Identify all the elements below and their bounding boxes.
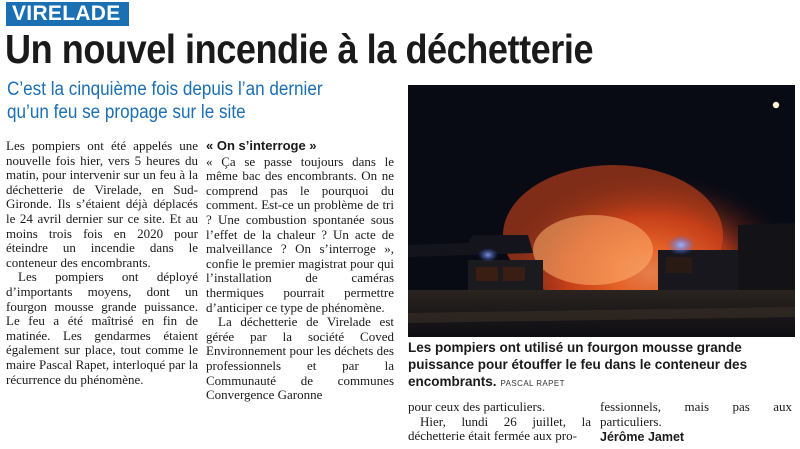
deck-line-2: qu’un feu se propage sur le site	[7, 102, 246, 123]
column-2	[206, 139, 394, 403]
deck-line-1: C’est la cinquième fois depuis l’an dernier	[7, 79, 323, 100]
column-1-paragraph-2: Les pompiers ont déployé d’importants moyens, dont un fourgon mousse grande puissance. Le feu a été maîtrisé en fin de matinée. Les gendarmes étaient également sur place, tout comme le maire Pascal Rapet, interloqué par la récurrence du phénomène.	[6, 269, 198, 387]
column-1	[6, 139, 198, 387]
column-4	[600, 400, 792, 445]
column-2-paragraph-1: « Ça se passe toujours dans le même bac des encombrants. On ne comprend pas le pourquoi du comment. Est-ce un problème de tri ? Une combustion spontanée sous l’effet de la chaleur ? Un acte de malveillance ? On s’interroge », confie le premier magistrat pour qui l’installation de caméras thermiques pourrait permettre d’anticiper ce type de phénomène.	[206, 153, 394, 315]
column-1-paragraph-1: Les pompiers ont été appelés une nouvelle fois hier, vers 5 heures du matin, pour intervenir sur un feu à la déchetterie de Virelade, en Sud-Gironde. Ils s’étaient déjà déplacés le 24 avril dernier sur ce site. Et au moins trois fois en 2020 pour éteindre un incendie dans le conteneur des encombrants.	[6, 138, 198, 270]
deck	[7, 78, 387, 124]
photo-credit: PASCAL RAPET	[500, 379, 565, 388]
fire-scene-illustration	[408, 85, 795, 337]
byline: Jérôme Jamet	[600, 430, 685, 445]
column-4-paragraph-1: fessionnels, mais pas aux particuliers.	[600, 399, 792, 429]
column-2-paragraph-2: La déchetterie de Virelade est gérée par la société Coved Environnement pour les déchets des professionnels et par la Communauté de communes Convergence Garonne	[206, 314, 394, 403]
fire-photo	[408, 85, 795, 337]
column-3-paragraph-1: pour ceux des particuliers.	[408, 399, 546, 414]
column-3	[408, 400, 591, 444]
photo-caption-text: Les pompiers ont utilisé un fourgon mousse grande puissance pour étouffer le feu dans le conteneur des encombrants.	[408, 340, 748, 389]
headline: Un nouvel incendie à la déchetterie	[5, 26, 594, 72]
kicker-label: VIRELADE	[6, 2, 129, 26]
photo-caption	[408, 339, 796, 392]
column-2-subhead: « On s’interroge »	[206, 138, 317, 153]
column-3-paragraph-2: Hier, lundi 26 juillet, la déchetterie était fermée aux pro-	[408, 413, 591, 444]
